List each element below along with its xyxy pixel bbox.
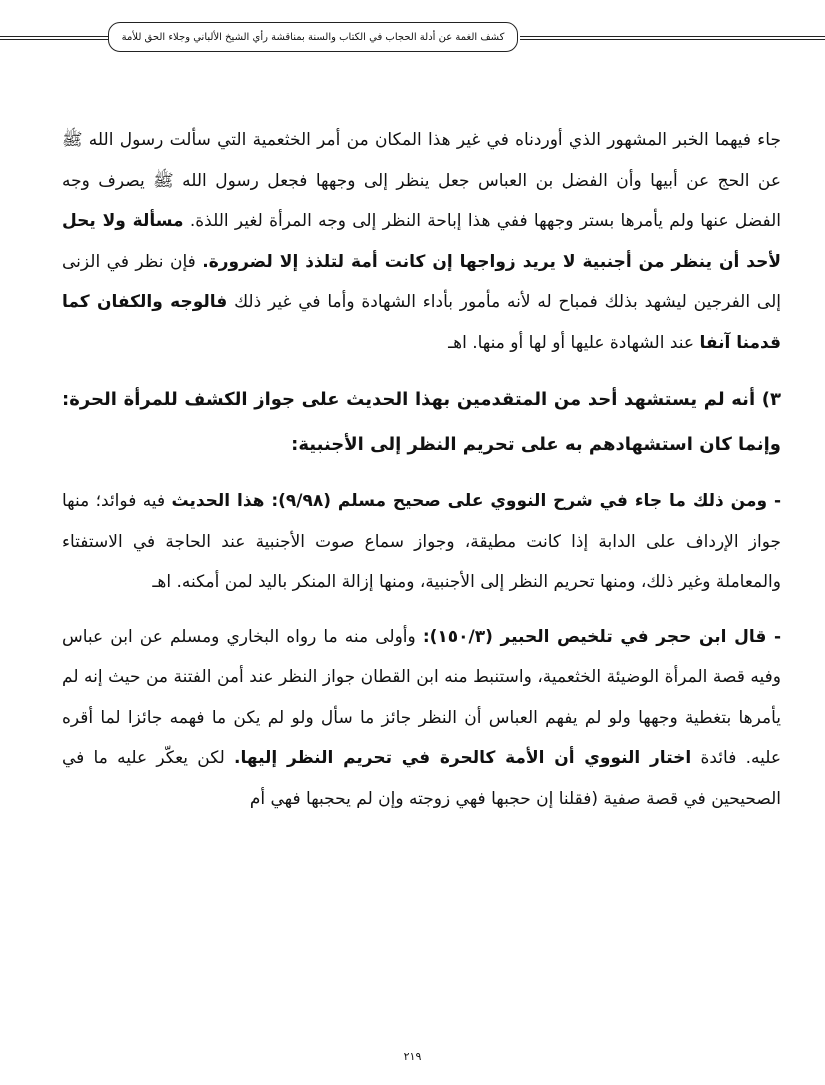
header-rule-right	[520, 36, 825, 40]
p3-text-1: وأولى منه ما رواه البخاري ومسلم عن ابن عباس وفيه قصة المرأة الوضيئة الخثعمية، واستنبط منه ابن القطان جواز النظر عند أمن الفتنة من حيث إنه لم يأمرها بتغطية وجهها ولو لم يفهم العباس أن النظر جائز ما سأل ولو لم يكن ما فهمه جائزا لما أقره عليه. فائدة	[62, 626, 782, 768]
section-heading-3: ٣) أنه لم يستشهد أحد من المتقدمين بهذا الحديث على جواز الكشف للمرأة الحرة: وإنما كان استشهادهم به على تحريم النظر إلى الأجنبية:	[62, 389, 781, 455]
paragraph-khathamiyya	[62, 120, 781, 363]
p1-text-1: جاء فيهما الخبر المشهور الذي أوردناه في غير هذا المكان من أمر الخثعمية التي سألت رسول الله ﷺ عن الحج عن أبيها وأن الفضل بن العباس جعل ينظر إلى وجهها فجعل رسول الله ﷺ يصرف وجه الفضل عنها ولم يأمرها بستر وجهها ففي هذا إباحة النظر إلى وجه المرأة لغير اللذة.	[62, 130, 781, 231]
p1-bold-1: مسألة ولا يحل لأحد أن ينظر من أجنبية لا يريد زواجها إن كانت أمة لتلذذ إلا لضرورة.	[62, 211, 781, 272]
p1-text-2: فإن نظر في الزنى إلى الفرجين ليشهد بذلك فمباح له لأنه مأمور بأداء الشهادة وأما في غير ذلك	[62, 251, 781, 312]
header-rule-left	[0, 36, 108, 40]
paragraph-ibn-hajar	[62, 617, 781, 820]
p3-bold-2: اختار النووي أن الأمة كالحرة في تحريم النظر إليها.	[234, 748, 692, 768]
p1-text-3: عند الشهادة عليها أو لها أو منها. اهـ	[448, 332, 695, 353]
paragraph-nawawi	[62, 481, 781, 603]
page-number: ٢١٩	[403, 1050, 422, 1063]
p1-bold-2: فالوجه والكفان كما قدمنا آنفا	[62, 292, 781, 353]
page-body	[62, 120, 781, 819]
p3-bold-1: - قال ابن حجر في تلخيص الحبير (١٥٠/٣):	[422, 626, 782, 647]
p2-bold-1: - ومن ذلك ما جاء في شرح النووي على صحيح مسلم (٩/٩٨): هذا الحديث	[171, 491, 782, 511]
running-header	[108, 22, 518, 52]
p2-text-1: فيه فوائد؛ منها جواز الإرداف على الدابة إذا كانت مطيقة، وجواز سماع صوت الأجنبية عند الحاجة في الاستفتاء والمعاملة وغير ذلك، ومنها تحريم النظر إلى الأجنبية، ومنها إزالة المنكر باليد لمن أمكنه. اهـ	[62, 491, 781, 592]
p3-text-2: لكن يعكّر عليه ما في الصحيحين في قصة صفية (فقلنا إن حجبها فهي زوجته وإن لم يحجبها فهي أم	[62, 748, 781, 809]
running-title: كشف الغمة عن أدلة الحجاب في الكتاب والسنة بمناقشة رأي الشيخ الألباني وجلاء الحق للأمة	[121, 31, 505, 43]
